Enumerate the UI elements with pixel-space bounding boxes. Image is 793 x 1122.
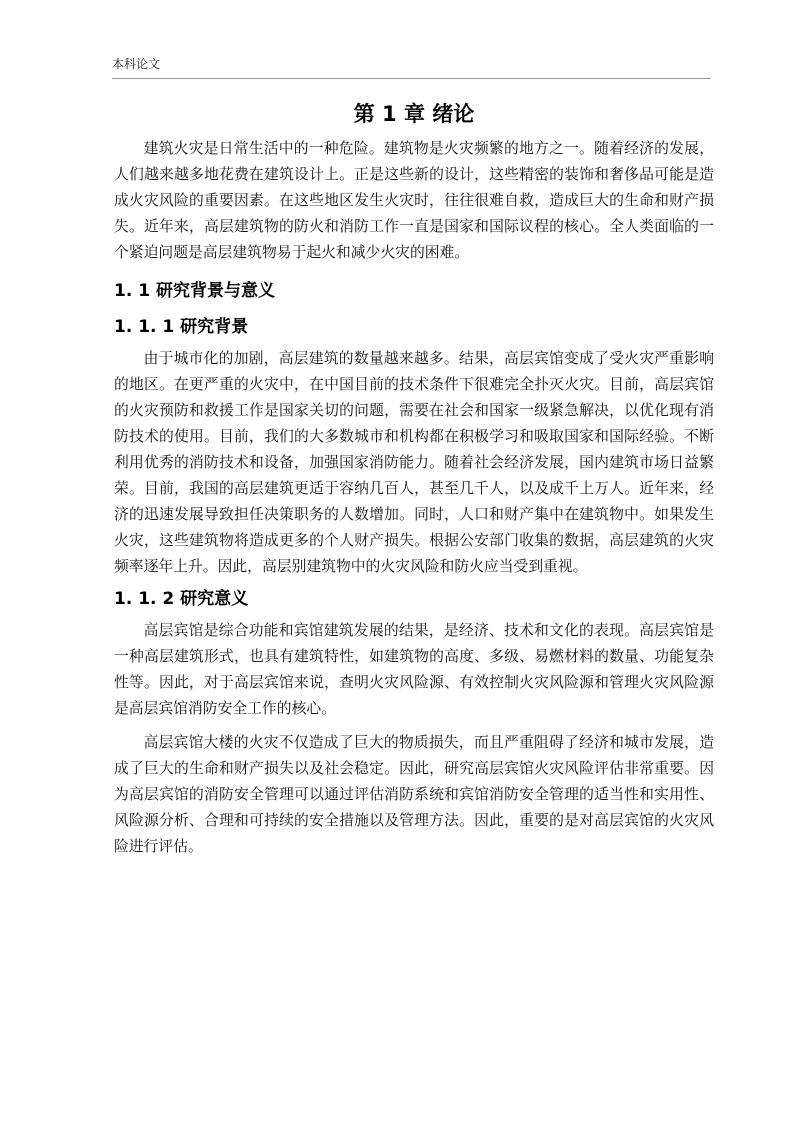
background-paragraph: 由于城市化的加剧，高层建筑的数量越来越多。结果，高层宾馆变成了受火灾严重影响的地区。在更严重的火灾中，在中国目前的技术条件下很难完全扑灭火灾。目前，高层宾馆的火灾预防和救援工作是国家关切的问题，需要在社会和国家一级紧急解决，以优化现有消防技术的使用。目前，我们的大多数城市和机构都在积极学习和吸取国家和国际经验。不断利用优秀的消防技术和设备，加强国家消防能力。随着社会经济发展，国内建筑市场日益繁荣。目前，我国的高层建筑更适于容纳几百人，甚至几千人，以及成千上万人。近年来，经济的迅速发展导致担任决策职务的人数增加。同时，人口和财产集中在建筑物中。如果发生火灾，这些建筑物将造成更多的个人财产损失。根据公安部门收集的数据，高层建筑的火灾频率逐年上升。因此，高层别建筑物中的火灾风险和防火应当受到重视。: [114, 350, 714, 575]
header-rule: [112, 78, 711, 79]
section-title-1-1-2: 1. 1. 2 研究意义: [114, 589, 249, 609]
significance-paragraph-1: 高层宾馆是综合功能和宾馆建筑发展的结果，是经济、技术和文化的表现。高层宾馆是一种高层建筑形式，也具有建筑特性，如建筑物的高度、多级、易燃材料的数量、功能复杂性等。因此，对于高层宾馆来说，查明火灾风险源、有效控制火灾风险源和管理火灾风险源是高层宾馆消防安全工作的核心。: [114, 622, 714, 717]
chapter-title: 第 1 章 绪论: [353, 102, 475, 126]
page-content: [114, 96, 714, 860]
running-header: 本科论文: [112, 57, 161, 71]
significance-paragraph-2: 高层宾馆大楼的火灾不仅造成了巨大的物质损失，而且严重阻碍了经济和城市发展，造成了巨大的生命和财产损失以及社会稳定。因此，研究高层宾馆火灾风险评估非常重要。因为高层宾馆的消防安全管理可以通过评估消防系统和宾馆消防安全管理的适当性和实用性、风险源分析、合理和可持续的安全措施以及管理方法。因此，重要的是对高层宾馆的火灾风险进行评估。: [114, 734, 714, 855]
section-title-1-1-1: 1. 1. 1 研究背景: [114, 317, 249, 337]
chapter-intro-paragraph: 建筑火灾是日常生活中的一种危险。建筑物是火灾频繁的地方之一。随着经济的发展，人们越来越多地花费在建筑设计上。正是这些新的设计，这些精密的装饰和奢侈品可能是造成火灾风险的重要因素。在这些地区发生火灾时，往往很难自救，造成巨大的生命和财产损失。近年来，高层建筑物的防火和消防工作一直是国家和国际议程的核心。全人类面临的一个紧迫问题是高层建筑物易于起火和减少火灾的困难。: [114, 140, 714, 261]
section-title-1-1: 1. 1 研究背景与意义: [114, 281, 275, 301]
